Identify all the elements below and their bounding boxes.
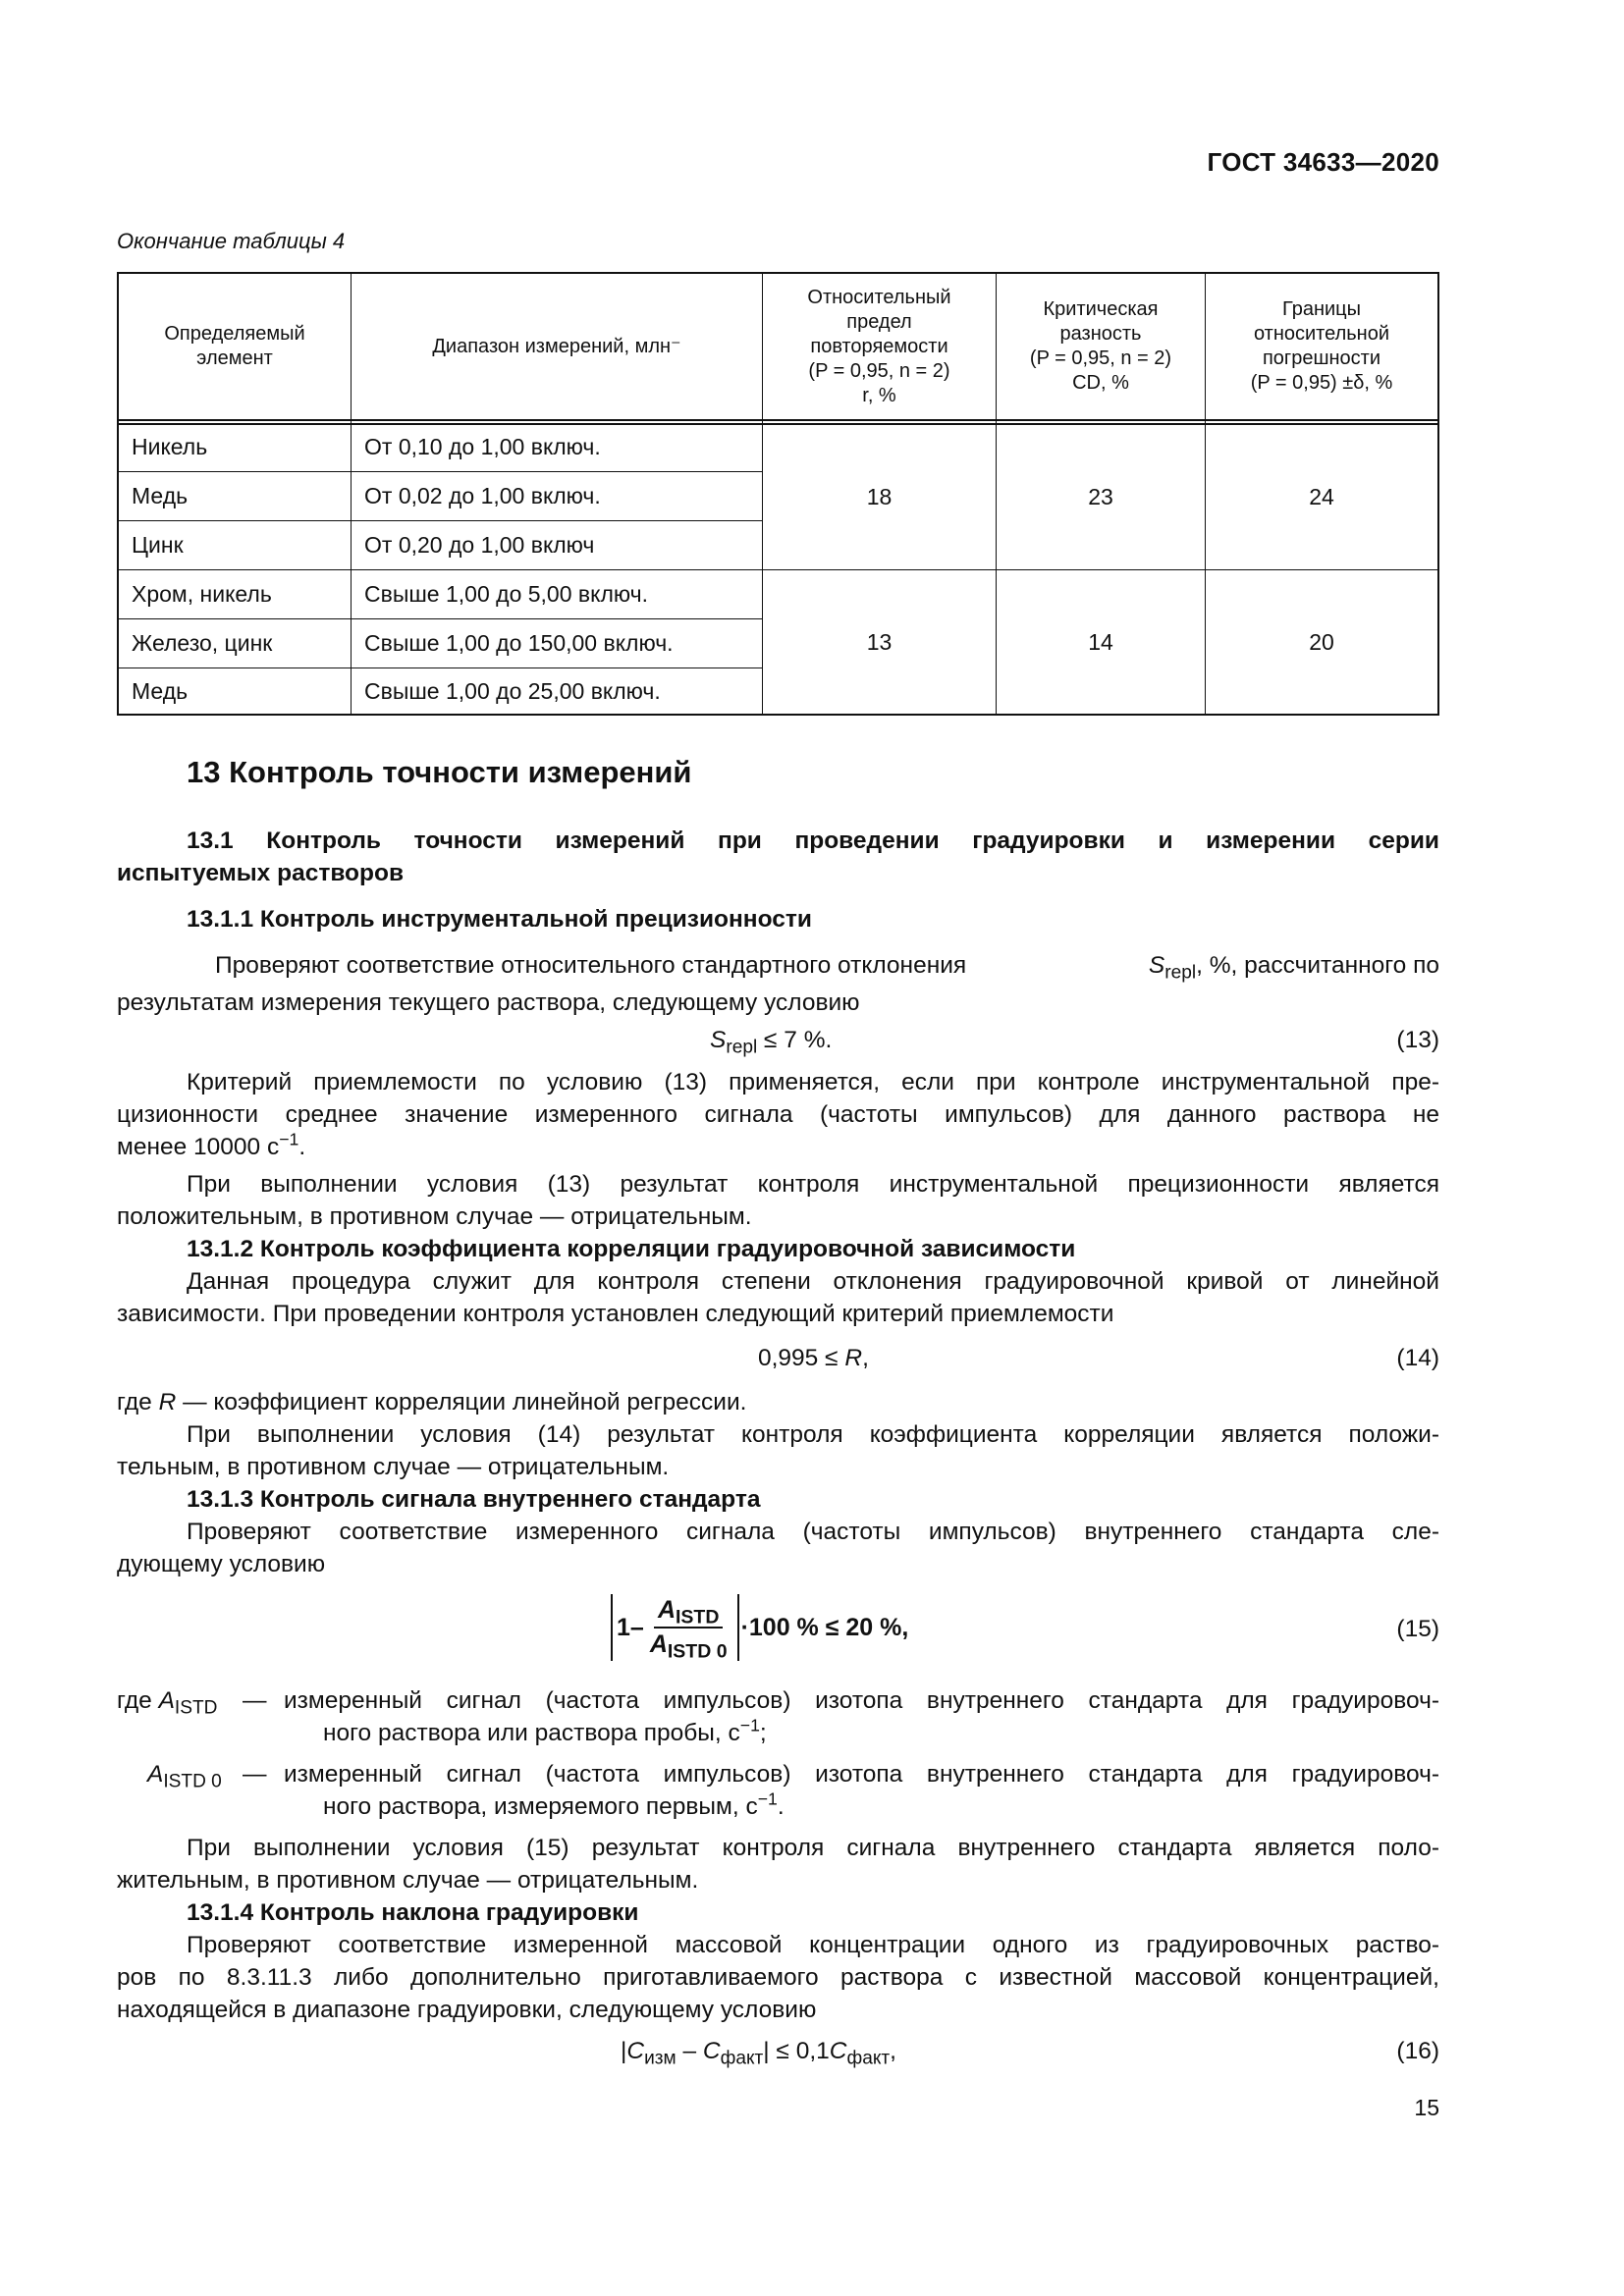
paragraph: ров по 8.3.11.3 либо дополнительно приготавливаемого раствора с известной массовой концентрацией, [117, 1964, 1439, 1991]
equation-number: (13) [1396, 1027, 1439, 1053]
paragraph: Проверяют соответствие измеренной массовой концентрации одного из градуировочных раство- [187, 1932, 1439, 1958]
definition-text: измеренный сигнал (частота импульсов) изотопа внутреннего стандарта для градуировоч- [284, 1687, 1439, 1714]
subsection-heading-13-1-2: 13.1.2 Контроль коэффициента корреляции градуировочной зависимости [187, 1236, 1076, 1262]
definition-dash: — [243, 1687, 267, 1714]
table-cell-element: Медь [132, 678, 189, 704]
table-cell-cd: 23 [1088, 484, 1113, 509]
table-cell-range: Свыше 1,00 до 150,00 включ. [364, 630, 674, 656]
definition-term: где $A_{ISTD}$ [117, 1687, 218, 1719]
paragraph: Данная процедура служит для контроля степени отклонения градуировочной кривой от линейной [187, 1268, 1439, 1295]
equation-15: 1– $\frac{A_{ISTD}}{A_{ISTD 0}}$ ·100 % ≤ 20 %, [611, 1594, 908, 1661]
page-number: 15 [1414, 2095, 1439, 2120]
table-cell-element: Хром, никель [132, 581, 272, 607]
table-cell-element: Цинк [132, 532, 184, 558]
table-cell-delta: 20 [1309, 628, 1334, 655]
subsection-heading-13-1-3: 13.1.3 Контроль сигнала внутреннего стандарта [187, 1486, 761, 1513]
column-header-error-bounds: Границы относительной погрешности (P = 0,95) ±δ, % [1250, 298, 1393, 394]
paragraph: При выполнении условия (14) результат контроля коэффициента корреляции является положи- [187, 1421, 1439, 1448]
column-header-range: Диапазон измерений, млн⁻ [432, 335, 681, 357]
paragraph: положительным, в противном случае — отрицательным. [117, 1203, 752, 1230]
table-cell-element: Железо, цинк [132, 630, 273, 656]
table-cell-range: От 0,10 до 1,00 включ. [364, 434, 601, 459]
equation-16: $|C_{изм} - C_{факт}| \le 0,1C_{факт}$, [621, 2038, 896, 2069]
paragraph: жительным, в противном случае — отрицательным. [117, 1867, 699, 1894]
document-code: ГОСТ 34633—2020 [1207, 147, 1439, 177]
equation-number: (14) [1396, 1345, 1439, 1371]
paragraph: дующему условию [117, 1551, 326, 1577]
paragraph: тельным, в противном случае — отрицательным. [117, 1454, 670, 1480]
paragraph: где R — коэффициент корреляции линейной регрессии. [117, 1389, 747, 1415]
column-header-critical-difference: Критическая разность (P = 0,95, n = 2) CD, % [1029, 298, 1172, 394]
definition-text: ного раствора, измеряемого первым, $с^{-1}$. [323, 1789, 785, 1820]
table-cell-range: Свыше 1,00 до 5,00 включ. [364, 581, 648, 607]
paragraph: цизионности среднее значение измеренного сигнала (частоты импульсов) для данного раствора не [117, 1101, 1439, 1128]
table-cell-range: От 0,20 до 1,00 включ [364, 532, 595, 558]
column-header-element: Определяемый элемент [164, 323, 305, 369]
subsection-heading-13-1-1: 13.1.1 Контроль инструментальной прецизионности [187, 906, 812, 933]
table-cell-range: От 0,02 до 1,00 включ. [364, 483, 601, 508]
paragraph: Проверяют соответствие измеренного сигнала (частоты импульсов) внутреннего стандарта сле- [187, 1519, 1439, 1545]
table-cell-cd: 14 [1088, 628, 1113, 655]
paragraph: При выполнении условия (13) результат контроля инструментальной прецизионности является [187, 1171, 1439, 1198]
definition-text: ного раствора или раствора пробы, $с^{-1}$; [323, 1715, 767, 1746]
table-cell-r: 13 [866, 628, 893, 655]
equation-number: (15) [1396, 1616, 1439, 1642]
table-cell-r: 18 [866, 484, 893, 509]
table-cell-element: Медь [132, 483, 189, 508]
section-heading: 13 Контроль точности измерений [187, 755, 692, 789]
equation-13: $S_{repl} \le 7$ %. [710, 1027, 833, 1058]
definition-term: $A_{ISTD 0}$ [147, 1761, 222, 1792]
results-table [117, 272, 1439, 716]
paragraph: зависимости. При проведении контроля установлен следующий критерий приемлемости [117, 1301, 1114, 1327]
column-header-repeatability: Относительный предел повторяемости (P = 0,95, n = 2) r, % [807, 286, 951, 406]
paragraph: Проверяют соответствие относительного стандартного отклонения $S_{repl}$, %, рассчитанного по [215, 952, 1439, 984]
paragraph: менее 10000 $с^{-1}$. [117, 1129, 306, 1160]
subsection-heading-13-1: 13.1 Контроль точности измерений при проведении градуировки и измерении серии [187, 828, 1439, 854]
equation-14: 0,995 ≤ R, [758, 1345, 869, 1371]
paragraph: находящейся в диапазоне градуировки, следующему условию [117, 1997, 817, 2023]
table-cell-range: Свыше 1,00 до 25,00 включ. [364, 678, 661, 704]
subsection-heading-13-1-cont: испытуемых растворов [117, 860, 405, 886]
subsection-heading-13-1-4: 13.1.4 Контроль наклона градуировки [187, 1899, 639, 1926]
table-cell-delta: 24 [1309, 484, 1334, 509]
table-cell-element: Никель [132, 434, 208, 459]
paragraph: результатам измерения текущего раствора, следующему условию [117, 989, 860, 1016]
paragraph: Критерий приемлемости по условию (13) применяется, если при контроле инструментальной пре- [187, 1069, 1439, 1095]
paragraph: При выполнении условия (15) результат контроля сигнала внутреннего стандарта является поло- [187, 1835, 1439, 1861]
definition-dash: — [243, 1761, 267, 1788]
definition-text: измеренный сигнал (частота импульсов) изотопа внутреннего стандарта для градуировоч- [284, 1761, 1439, 1788]
equation-number: (16) [1396, 2038, 1439, 2064]
table-caption: Окончание таблицы 4 [117, 229, 346, 253]
